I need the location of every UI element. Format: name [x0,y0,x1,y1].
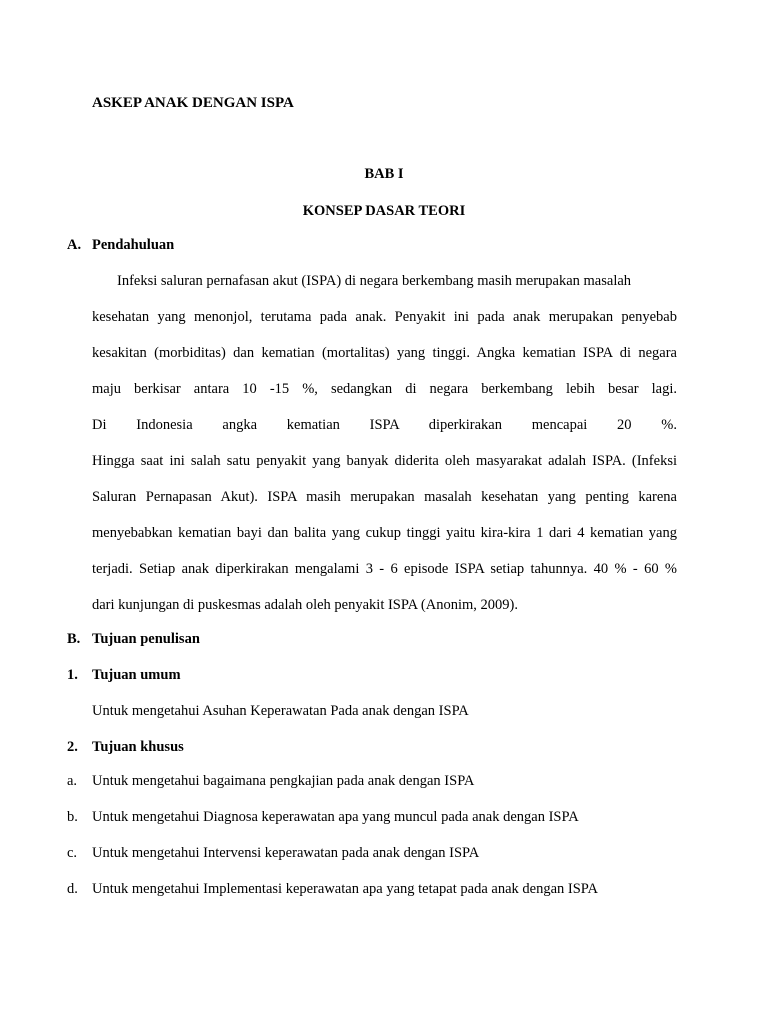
general-goal-title: Tujuan umum [92,667,181,683]
list-item-marker: d. [67,881,78,897]
document-title: ASKEP ANAK DENGAN ISPA [92,95,294,111]
paragraph-line: Saluran Pernapasan Akut). ISPA masih merupakan masalah kesehatan yang penting karena [92,489,677,505]
general-goal-text: Untuk mengetahui Asuhan Keperawatan Pada anak dengan ISPA [92,703,469,719]
paragraph-line: menyebabkan kematian bayi dan balita yang cukup tinggi yaitu kira-kira 1 dari 4 kematian yang [92,525,677,541]
list-item-text: Untuk mengetahui bagaimana pengkajian pada anak dengan ISPA [92,773,475,789]
section-b-title: Tujuan penulisan [92,631,200,647]
paragraph-line-text: Infeksi saluran pernafasan akut (ISPA) di negara berkembang masih merupakan masalah [117,273,632,289]
list-item-marker: c. [67,845,78,861]
specific-goal-title: Tujuan khusus [92,739,184,755]
section-a-title: Pendahuluan [92,237,175,253]
paragraph-line: Hingga saat ini salah satu penyakit yang banyak diderita oleh masyarakat adalah ISPA. (Infeksi [92,453,677,469]
list-item-text: Untuk mengetahui Diagnosa keperawatan apa yang muncul pada anak dengan ISPA [92,809,579,825]
list-item-marker: b. [67,809,78,825]
general-goal-number: 1. [67,667,78,683]
paragraph-line: Di Indonesia angka kematian ISPA diperkirakan mencapai 20 %. [92,417,677,433]
chapter-label: BAB I [364,166,404,182]
paragraph-line [117,272,677,290]
paragraph-line: dari kunjungan di puskesmas adalah oleh penyakit ISPA (Anonim, 2009). [92,597,518,613]
section-b-marker: B. [67,631,81,647]
section-a-marker: A. [67,237,82,253]
paragraph-line: kesehatan yang menonjol, terutama pada anak. Penyakit ini pada anak merupakan penyebab [92,309,677,325]
list-item-text: Untuk mengetahui Intervensi keperawatan pada anak dengan ISPA [92,845,480,861]
list-item-marker: a. [67,773,78,789]
chapter-title: KONSEP DASAR TEORI [302,203,466,219]
specific-goal-number: 2. [67,739,78,755]
paragraph-line: kesakitan (morbiditas) dan kematian (mortalitas) yang tinggi. Angka kematian ISPA di negara [92,345,677,361]
list-item-text: Untuk mengetahui Implementasi keperawatan apa yang tetapat pada anak dengan ISPA [92,881,598,897]
paragraph-line: terjadi. Setiap anak diperkirakan mengalami 3 - 6 episode ISPA setiap tahunnya. 40 % - 60 % [92,561,677,577]
paragraph-line: maju berkisar antara 10 -15 %, sedangkan di negara berkembang lebih besar lagi. [92,381,677,397]
